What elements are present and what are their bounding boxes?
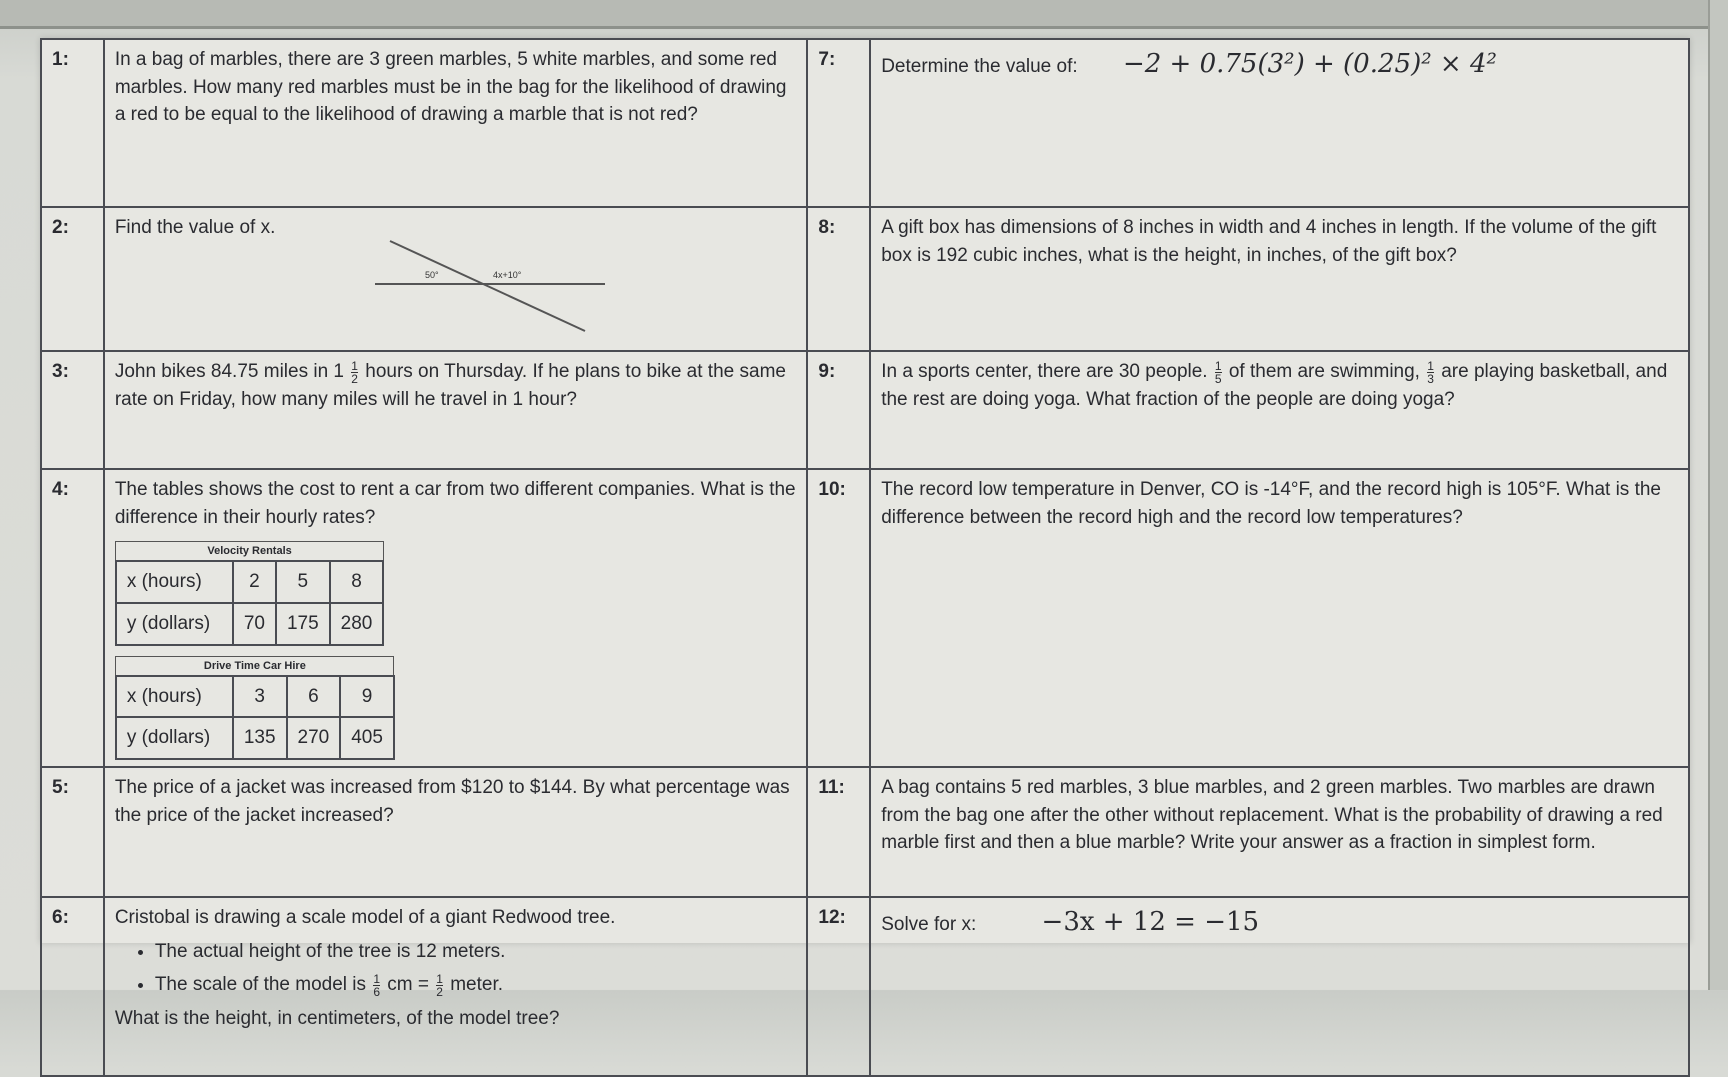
- q8-number: 8:: [807, 207, 870, 351]
- table2-cell: 135: [233, 717, 287, 759]
- q3-fraction: [351, 360, 358, 385]
- q6-bullet-1: • The actual height of the tree is 12 meters.: [155, 938, 797, 966]
- transversal-line: [390, 241, 585, 331]
- q6-f1-den: 6: [373, 984, 380, 999]
- q6-frac-2: [436, 973, 443, 998]
- q9-fraction-1: [1215, 360, 1222, 385]
- q9-f1-num: 1: [1214, 358, 1222, 373]
- worksheet: [40, 38, 1690, 1029]
- table1-row1-label: x (hours): [116, 561, 233, 603]
- q3-frac-num: 1: [351, 358, 358, 373]
- q7-number: 7:: [807, 39, 870, 207]
- table1-title: Velocity Rentals: [116, 542, 384, 562]
- q4-number: 4:: [41, 469, 104, 767]
- q7-text: Determine the value of:: [881, 56, 1078, 77]
- velocity-rentals-table: [115, 541, 385, 645]
- drive-time-table: [115, 656, 395, 760]
- q6-cell: [104, 897, 808, 1076]
- row-5-11: [41, 767, 1689, 897]
- q3-text-b: hours on Thursday. If he plans to bike at the same rate on Friday, how many miles will he travel in 1 hour?: [114, 361, 786, 410]
- table2-cell: 270: [287, 717, 341, 759]
- right-edge: [1708, 0, 1728, 990]
- q2-number: 2:: [41, 207, 104, 351]
- q9-cell: [870, 351, 1689, 469]
- table1-cell: 5: [276, 561, 330, 603]
- q9-f1-den: 5: [1214, 371, 1222, 386]
- q7-expression: −2 + 0.75(3²) + (0.25)² × 4²: [1122, 49, 1497, 79]
- q9-text-b: of them are swimming,: [1228, 361, 1420, 383]
- q3-number: 3:: [41, 351, 104, 469]
- q11-number: 11:: [807, 767, 870, 897]
- q5-number: 5:: [41, 767, 104, 897]
- table2-cell: 9: [340, 676, 394, 718]
- q6-bullets: [155, 938, 797, 999]
- top-edge: [0, 0, 1728, 29]
- table2-cell: 3: [233, 676, 287, 718]
- q9-fraction-2: [1427, 360, 1434, 385]
- table1-cell: 8: [330, 561, 384, 603]
- angle-label-left: 50°: [424, 269, 439, 280]
- q12-number: 12:: [807, 897, 870, 1076]
- q9-text-a: In a sports center, there are 30 people.: [881, 361, 1208, 383]
- q4-cell: [104, 469, 808, 767]
- q9-text-c: are playing basketball, and the rest are doing yoga. What fraction of the people are doing yoga?: [881, 361, 1668, 410]
- row-6-12: [41, 897, 1689, 1076]
- q12-equation: −3x + 12 = −15: [1041, 906, 1260, 937]
- q9-f2-num: 1: [1427, 358, 1434, 373]
- table1-row2-label: y (dollars): [116, 603, 233, 645]
- q12-text: Solve for x:: [881, 913, 977, 935]
- q6-bullet-2: [155, 971, 797, 999]
- table2-row2-label: y (dollars): [116, 717, 233, 759]
- worksheet-grid: [40, 38, 1690, 1077]
- table1-cell: 2: [233, 561, 276, 603]
- q5-text: The price of a jacket was increased from $120 to $144. By what percentage was the price of the jacket increased?: [104, 767, 808, 897]
- q1-text: In a bag of marbles, there are 3 green marbles, 5 white marbles, and some red marbles. How many red marbles must be in the bag for the likelihood of drawing a red to be equal to the likelihood of drawing a marble that is not red?: [104, 39, 808, 207]
- q10-text: The record low temperature in Denver, CO is -14°F, and the record high is 105°F. What is the difference between the record high and the record low temperatures?: [870, 469, 1689, 767]
- row-3-9: [41, 351, 1689, 469]
- table2-title: Drive Time Car Hire: [116, 656, 394, 676]
- q6-bullet-2b: cm =: [387, 974, 429, 996]
- row-4-10: [41, 469, 1689, 767]
- q3-cell: [104, 351, 808, 469]
- q9-number: 9:: [807, 351, 870, 469]
- q4-text: The tables shows the cost to rent a car from two different companies. What is the difference in their hourly rates?: [114, 479, 796, 528]
- q1-number: 1:: [41, 39, 104, 207]
- q10-number: 10:: [807, 469, 870, 767]
- q6-number: 6:: [41, 897, 104, 1076]
- q6-f2-num: 1: [436, 971, 443, 986]
- q2-cell: [104, 207, 808, 351]
- q6-f2-den: 2: [436, 984, 443, 999]
- q9-f2-den: 3: [1427, 371, 1434, 386]
- row-1-7: [41, 39, 1689, 207]
- table1-cell: 280: [330, 603, 384, 645]
- angle-diagram: [375, 236, 605, 336]
- table1-cell: 70: [233, 603, 276, 645]
- q2-text: Find the value of x.: [114, 217, 276, 238]
- q7-cell: [870, 39, 1689, 207]
- q6-frac-1: [373, 973, 380, 998]
- table1-cell: 175: [276, 603, 330, 645]
- q12-cell: [870, 897, 1689, 1076]
- q3-frac-den: 2: [351, 371, 358, 386]
- q8-text: A gift box has dimensions of 8 inches in width and 4 inches in length. If the volume of the gift box is 192 cubic inches, what is the height, in inches, of the gift box?: [870, 207, 1689, 351]
- q6-tail: What is the height, in centimeters, of the model tree?: [114, 1007, 560, 1029]
- table2-cell: 6: [287, 676, 341, 718]
- q3-text-a: John bikes 84.75 miles in 1: [114, 361, 344, 383]
- q6-text: Cristobal is drawing a scale model of a giant Redwood tree.: [114, 906, 616, 928]
- angle-label-right: 4x+10°: [492, 269, 522, 280]
- q11-text: A bag contains 5 red marbles, 3 blue marbles, and 2 green marbles. Two marbles are drawn from the bag one after the other without replacement. What is the probability of drawing a red marble first and then a blue marble? Write your answer as a fraction in simplest form.: [870, 767, 1689, 897]
- q6-f1-num: 1: [373, 971, 380, 986]
- q6-bullet-2c: meter.: [450, 974, 504, 996]
- table2-row1-label: x (hours): [116, 676, 233, 718]
- table2-cell: 405: [340, 717, 394, 759]
- row-2-8: [41, 207, 1689, 351]
- q6-bullet-2a: The scale of the model is: [154, 974, 367, 996]
